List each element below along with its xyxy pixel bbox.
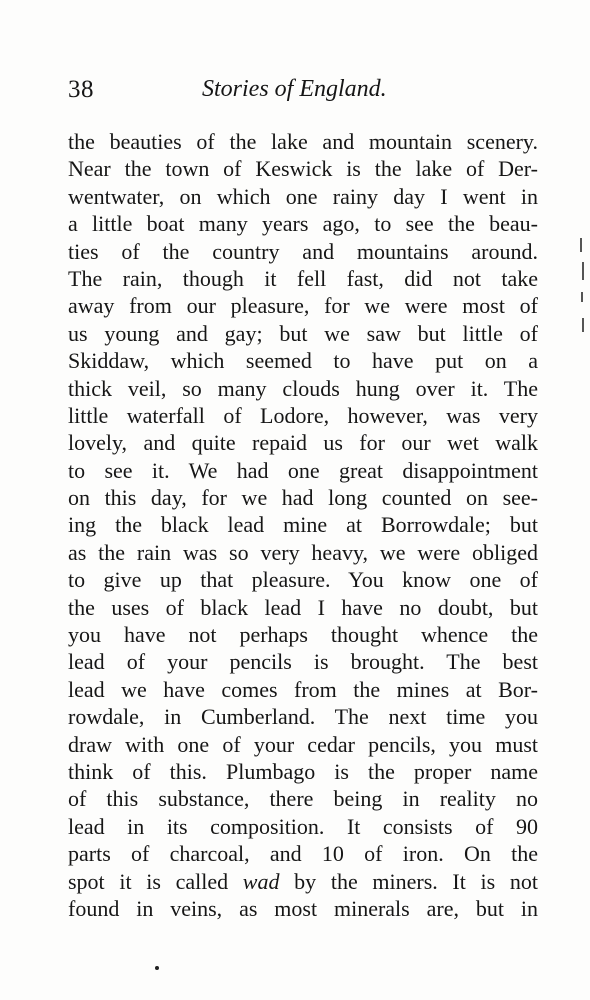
page-number: 38 <box>68 76 94 103</box>
text-line: ties of the country and mountains around. <box>68 238 538 264</box>
text-line: think of this. Plumbago is the proper name <box>68 758 538 784</box>
text-line: found in veins, as most minerals are, but in <box>68 895 538 921</box>
body-text <box>68 128 538 922</box>
running-title: Stories of England. <box>202 76 387 102</box>
text-line: the beauties of the lake and mountain scenery. <box>68 129 538 154</box>
text-line: rowdale, in Cumberland. The next time you <box>68 704 538 730</box>
text-line: a little boat many years ago, to see the beau- <box>68 211 538 237</box>
text-line: lead of your pencils is brought. The best <box>68 649 538 675</box>
text-line: of this substance, there being in reality no <box>68 786 538 812</box>
text-line: little waterfall of Lodore, however, was very <box>68 402 538 428</box>
text-line: you have not perhaps thought whence the <box>68 622 538 648</box>
text-line: The rain, though it fell fast, did not take <box>68 265 538 291</box>
text-line: on this day, for we had long counted on see- <box>68 485 538 511</box>
margin-mark <box>581 292 583 302</box>
italic-term: wad <box>242 868 280 894</box>
margin-mark <box>580 238 582 252</box>
text-line-with-italic <box>68 868 538 895</box>
text-line: draw with one of your cedar pencils, you must <box>68 731 538 757</box>
text-line: to give up that pleasure. You know one of <box>68 567 538 593</box>
text-line: to see it. We had one great disappointment <box>68 457 538 483</box>
text-line: lovely, and quite repaid us for our wet walk <box>68 430 538 456</box>
text-segment: spot it is called <box>68 868 243 894</box>
text-line: as the rain was so very heavy, we were obliged <box>68 539 538 565</box>
text-line: thick veil, so many clouds hung over it. The <box>68 375 538 401</box>
text-line: lead in its composition. It consists of 90 <box>68 813 538 839</box>
text-line: ing the black lead mine at Borrowdale; but <box>68 512 538 538</box>
text-line: us young and gay; but we saw but little of <box>68 320 538 346</box>
text-line: wentwater, on which one rainy day I went in <box>68 183 538 209</box>
text-segment: by the miners. It is not <box>279 868 539 894</box>
margin-mark <box>582 318 584 332</box>
text-line: Near the town of Keswick is the lake of Der- <box>68 156 538 182</box>
stray-dot-mark <box>155 966 159 970</box>
margin-mark <box>582 262 584 280</box>
text-line: lead we have comes from the mines at Bor- <box>68 676 538 702</box>
text-line: away from our pleasure, for we were most of <box>68 293 538 319</box>
text-line: the uses of black lead I have no doubt, but <box>68 594 538 620</box>
text-line: Skiddaw, which seemed to have put on a <box>68 348 538 374</box>
page-header <box>68 76 538 110</box>
text-line: parts of charcoal, and 10 of iron. On the <box>68 841 538 867</box>
